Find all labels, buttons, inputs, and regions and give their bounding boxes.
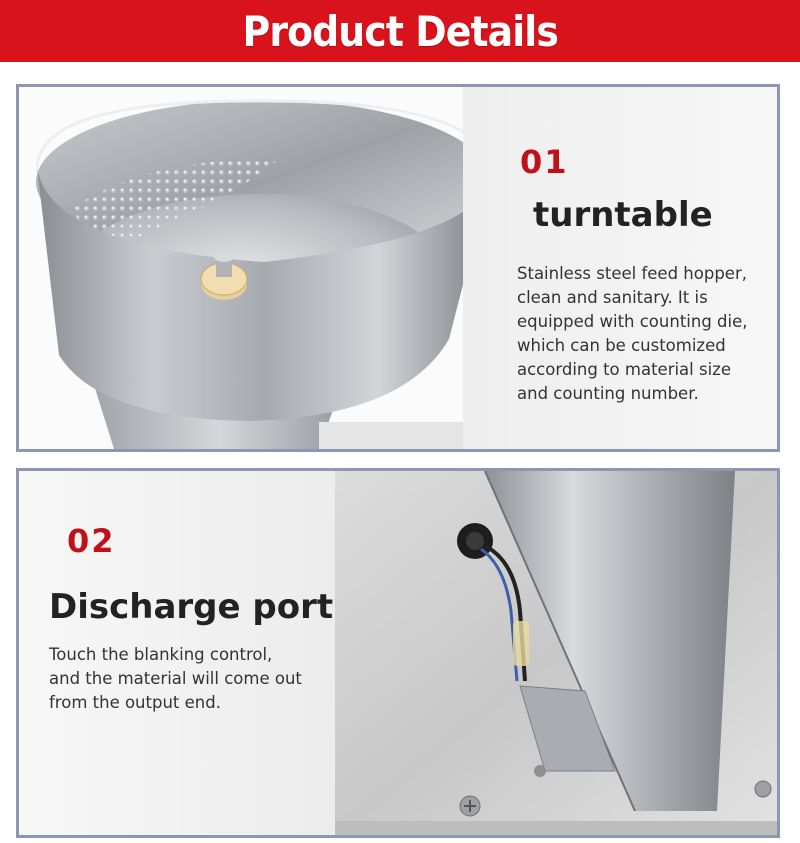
turntable-text xyxy=(463,87,777,449)
hopper-photo xyxy=(19,87,463,449)
page-title: Product Details xyxy=(242,6,558,56)
section-description: Touch the blanking control, and the material will come out from the output end. xyxy=(49,645,302,712)
discharge-port-text xyxy=(19,471,335,835)
discharge-port-photo xyxy=(335,471,777,835)
section-number: 01 xyxy=(520,143,569,181)
section-number: 02 xyxy=(67,522,116,560)
section-turntable xyxy=(16,84,780,452)
section-title: Discharge port xyxy=(49,587,334,627)
section-description: Stainless steel feed hopper, clean and sanitary. It is equipped with counting die, which can be customized according to material size and counting number. xyxy=(517,264,748,403)
header-banner xyxy=(0,0,800,62)
section-discharge-port xyxy=(16,468,780,838)
section-title: turntable xyxy=(533,195,713,235)
